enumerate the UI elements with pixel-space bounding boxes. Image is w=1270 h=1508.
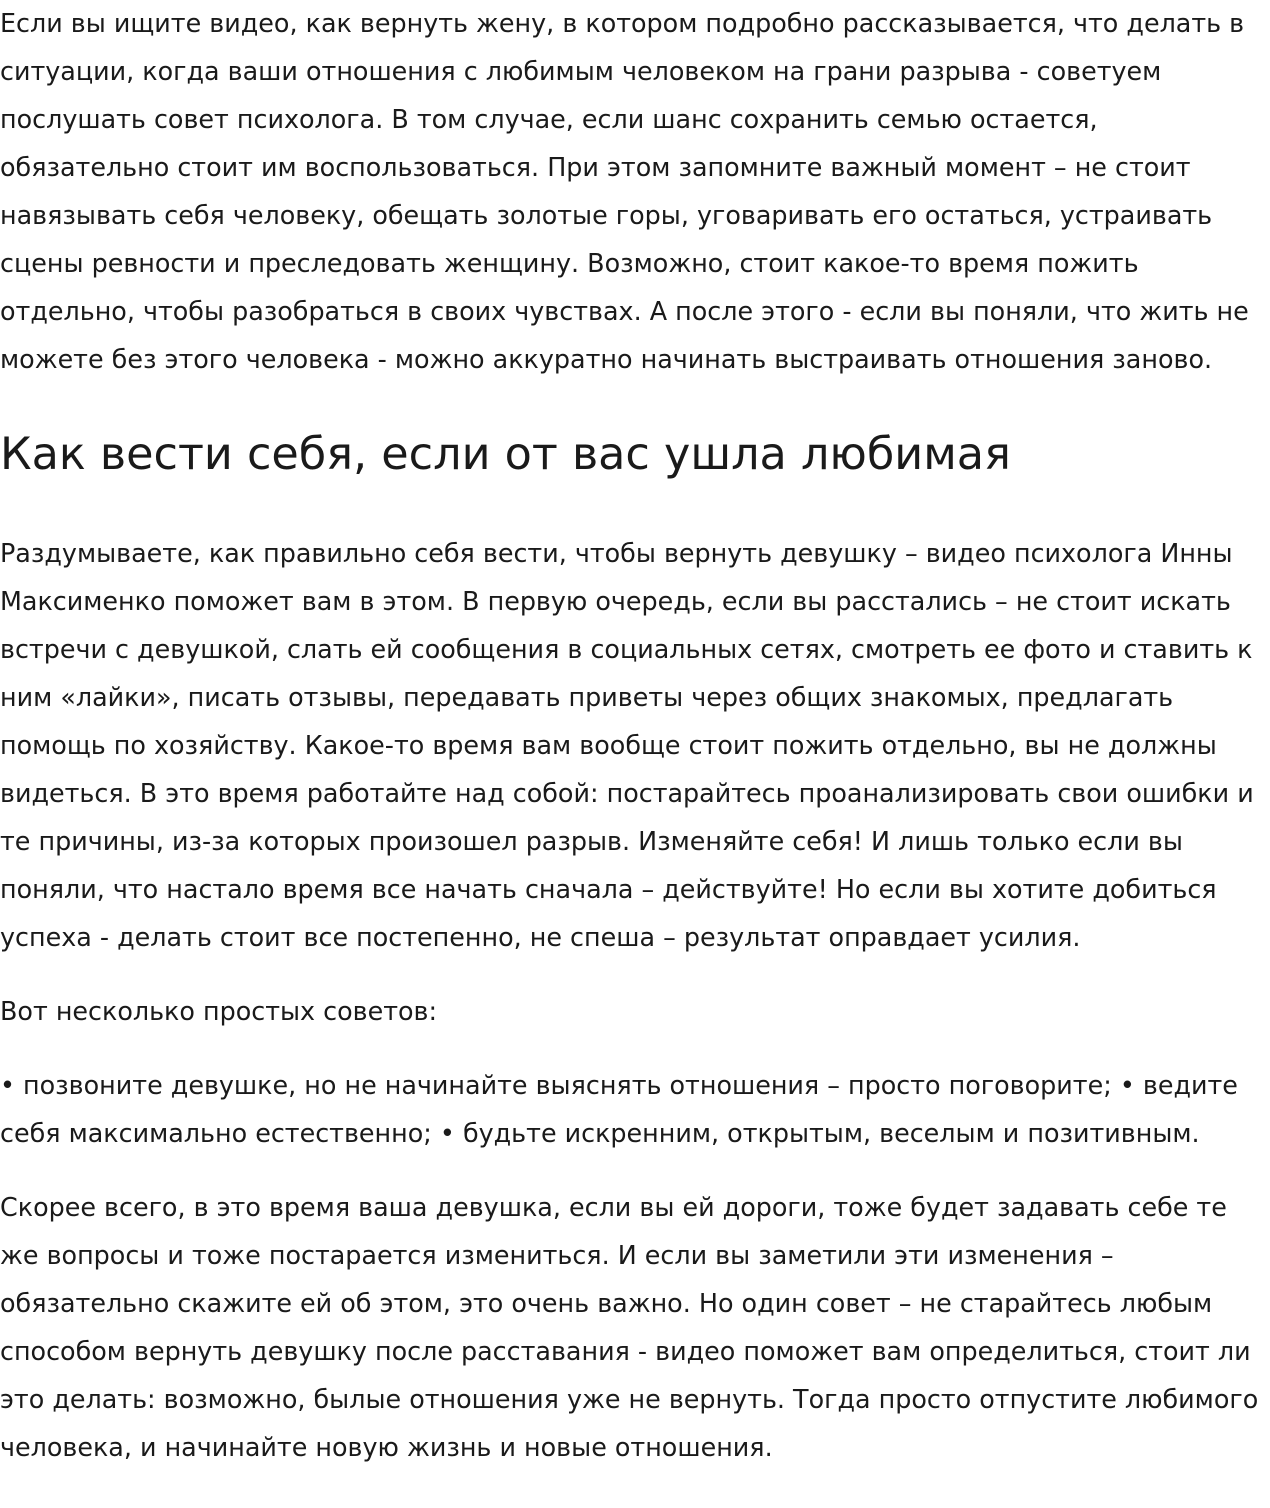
section-heading: Как вести себя, если от вас ушла любимая [0,429,1011,480]
tips-intro: Вот несколько простых советов: [0,996,438,1026]
closing-paragraph: Скорее всего, в это время ваша девушка, если вы ей дороги, тоже будет задавать себе те же вопросы и тоже постарается измениться. И если вы заметили эти изменения – обязательно скажите ей об этом, это очень важно. Но один совет – не старайтесь любым способом вернуть девушку после расставания - видео поможет вам определиться, стоит ли это делать: возможно, былые отношения уже не вернуть. Тогда просто отпустите любимого человека, и начинайте новую жизнь и новые отношения. [0,1192,1259,1462]
tips-list: • позвоните девушке, но не начинайте выяснять отношения – просто поговорите; • ведите себя максимально естественно; • будьте искренним, открытым, веселым и позитивным. [0,1070,1238,1148]
advice-paragraph: Раздумываете, как правильно себя вести, чтобы вернуть девушку – видео психолога Инны Максименко поможет вам в этом. В первую очередь, если вы расстались – не стоит искать встречи с девушкой, слать ей сообщения в социальных сетях, смотреть ее фото и ставить к ним «лайки», писать отзывы, передавать приветы через общих знакомых, предлагать помощь по хозяйству. Какое-то время вам вообще стоит пожить отдельно, вы не должны видеться. В это время работайте над собой: постарайтесь проанализировать свои ошибки и те причины, из-за которых произошел разрыв. Изменяйте себя! И лишь только если вы поняли, что настало время все начать сначала – действуйте! Но если вы хотите добиться успеха - делать стоит все постепенно, не спеша – результат оправдает усилия. [0,538,1254,952]
intro-paragraph: Если вы ищите видео, как вернуть жену, в котором подробно рассказывается, что делать в ситуации, когда ваши отношения с любимым человеком на грани разрыва - советуем послушать совет психолога. В том случае, если шанс сохранить семью остается, обязательно стоит им воспользоваться. При этом запомните важный момент – не стоит навязывать себя человеку, обещать золотые горы, уговаривать его остаться, устраивать сцены ревности и преследовать женщину. Возможно, стоит какое-то время пожить отдельно, чтобы разобраться в своих чувствах. А после этого - если вы поняли, что жить не можете без этого человека - можно аккуратно начинать выстраивать отношения заново. [0,8,1249,374]
